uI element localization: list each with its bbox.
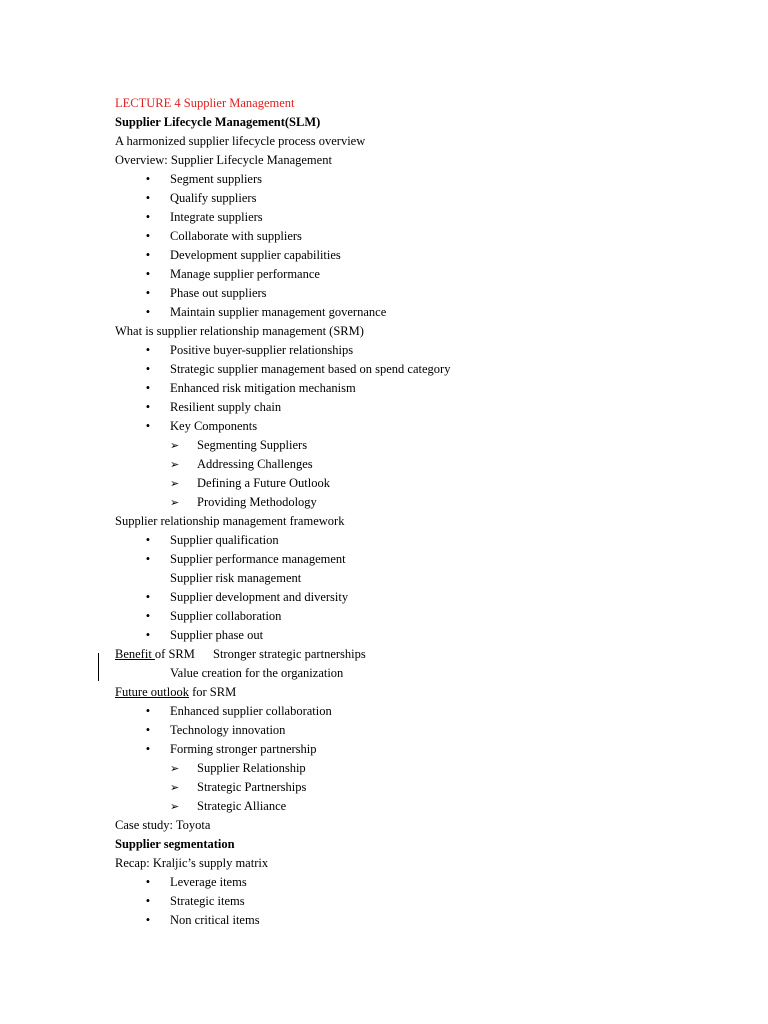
slm-heading: Supplier Lifecycle Management(SLM): [115, 115, 321, 129]
list-item: • Phase out suppliers: [115, 284, 735, 303]
list-item: ➢ Providing Methodology: [115, 493, 735, 512]
case-study: Case study: Toyota: [115, 818, 211, 832]
bullet-icon: •: [145, 381, 151, 395]
bullet-icon: •: [145, 400, 151, 414]
list-item: • Maintain supplier management governance: [115, 303, 735, 322]
bullet-icon: •: [145, 248, 151, 262]
future-for: for SRM: [188, 685, 237, 699]
slm-list: [115, 170, 735, 322]
srm-question: What is supplier relationship management (SRM): [115, 324, 364, 338]
bracket-mark: [98, 653, 99, 681]
list-item: ➢ Supplier Relationship: [115, 759, 735, 778]
document-page: [115, 94, 735, 930]
list-item: • Collaborate with suppliers: [115, 227, 735, 246]
list-item: • Forming stronger partnership: [115, 740, 735, 759]
list-item: • Positive buyer-supplier relationships: [115, 341, 735, 360]
list-item: ➢ Defining a Future Outlook: [115, 474, 735, 493]
list-item: Supplier risk management: [170, 571, 302, 585]
benefit-label: Benefit: [115, 647, 155, 661]
bullet-icon: •: [145, 305, 151, 319]
list-item: • Enhanced risk mitigation mechanism: [115, 379, 735, 398]
key-components-list: [115, 436, 735, 512]
bullet-icon: •: [145, 286, 151, 300]
bullet-icon: •: [145, 609, 151, 623]
lecture-title: LECTURE 4 Supplier Management: [115, 96, 295, 110]
framework-heading: Supplier relationship management framework: [115, 514, 345, 528]
list-item: • Technology innovation: [115, 721, 735, 740]
list-item: • Qualify suppliers: [115, 189, 735, 208]
partnership-list: [115, 759, 735, 816]
bullet-icon: •: [145, 343, 151, 357]
bullet-icon: •: [145, 875, 151, 889]
segmentation-heading: Supplier segmentation: [115, 837, 235, 851]
list-item: ➢ Strategic Partnerships: [115, 778, 735, 797]
list-item: • Leverage items: [115, 873, 735, 892]
bullet-icon: •: [145, 704, 151, 718]
slm-intro: A harmonized supplier lifecycle process overview: [115, 134, 366, 148]
bullet-icon: •: [145, 894, 151, 908]
benefit-line: [115, 645, 735, 664]
benefit-of: of SRM: [154, 647, 195, 661]
list-item: • Enhanced supplier collaboration: [115, 702, 735, 721]
benefit-1: Stronger strategic partnerships: [213, 647, 366, 661]
arrow-bullet-icon: ➢: [170, 781, 180, 794]
bullet-icon: •: [145, 723, 151, 737]
list-item: • Strategic supplier management based on spend category: [115, 360, 735, 379]
future-label: Future outlook: [115, 685, 189, 699]
bullet-icon: •: [145, 172, 151, 186]
list-item: • Supplier qualification: [115, 531, 735, 550]
bullet-icon: •: [145, 229, 151, 243]
bullet-icon: •: [145, 362, 151, 376]
arrow-bullet-icon: ➢: [170, 458, 180, 471]
arrow-bullet-icon: ➢: [170, 800, 180, 813]
bullet-icon: •: [145, 590, 151, 604]
list-item: • Supplier performance management: [115, 550, 735, 569]
bullet-icon: •: [145, 552, 151, 566]
list-item: • Strategic items: [115, 892, 735, 911]
list-item: • Integrate suppliers: [115, 208, 735, 227]
recap-list: [115, 873, 735, 930]
list-item: • Key Components: [115, 417, 735, 436]
list-item: • Development supplier capabilities: [115, 246, 735, 265]
srm-list: [115, 341, 735, 436]
list-item: • Non critical items: [115, 911, 735, 930]
benefit-2: Value creation for the organization: [170, 666, 344, 680]
arrow-bullet-icon: ➢: [170, 439, 180, 452]
list-item: • Segment suppliers: [115, 170, 735, 189]
list-item: ➢ Addressing Challenges: [115, 455, 735, 474]
bullet-icon: •: [145, 913, 151, 927]
bullet-icon: •: [145, 191, 151, 205]
bullet-icon: •: [145, 210, 151, 224]
bullet-icon: •: [145, 267, 151, 281]
arrow-bullet-icon: ➢: [170, 762, 180, 775]
bullet-icon: •: [145, 742, 151, 756]
list-item: ➢ Segmenting Suppliers: [115, 436, 735, 455]
recap-line: Recap: Kraljic’s supply matrix: [115, 856, 269, 870]
list-item: • Manage supplier performance: [115, 265, 735, 284]
slm-overview: Overview: Supplier Lifecycle Management: [115, 153, 332, 167]
arrow-bullet-icon: ➢: [170, 477, 180, 490]
arrow-bullet-icon: ➢: [170, 496, 180, 509]
list-item: • Supplier collaboration: [115, 607, 735, 626]
list-item: • Supplier development and diversity: [115, 588, 735, 607]
future-list: [115, 702, 735, 759]
list-item: • Resilient supply chain: [115, 398, 735, 417]
list-item: ➢ Strategic Alliance: [115, 797, 735, 816]
bullet-icon: •: [145, 628, 151, 642]
framework-list: [115, 531, 735, 645]
list-item: • Supplier phase out: [115, 626, 735, 645]
bullet-icon: •: [145, 419, 151, 433]
future-outlook-line: [115, 683, 735, 702]
bullet-icon: •: [145, 533, 151, 547]
